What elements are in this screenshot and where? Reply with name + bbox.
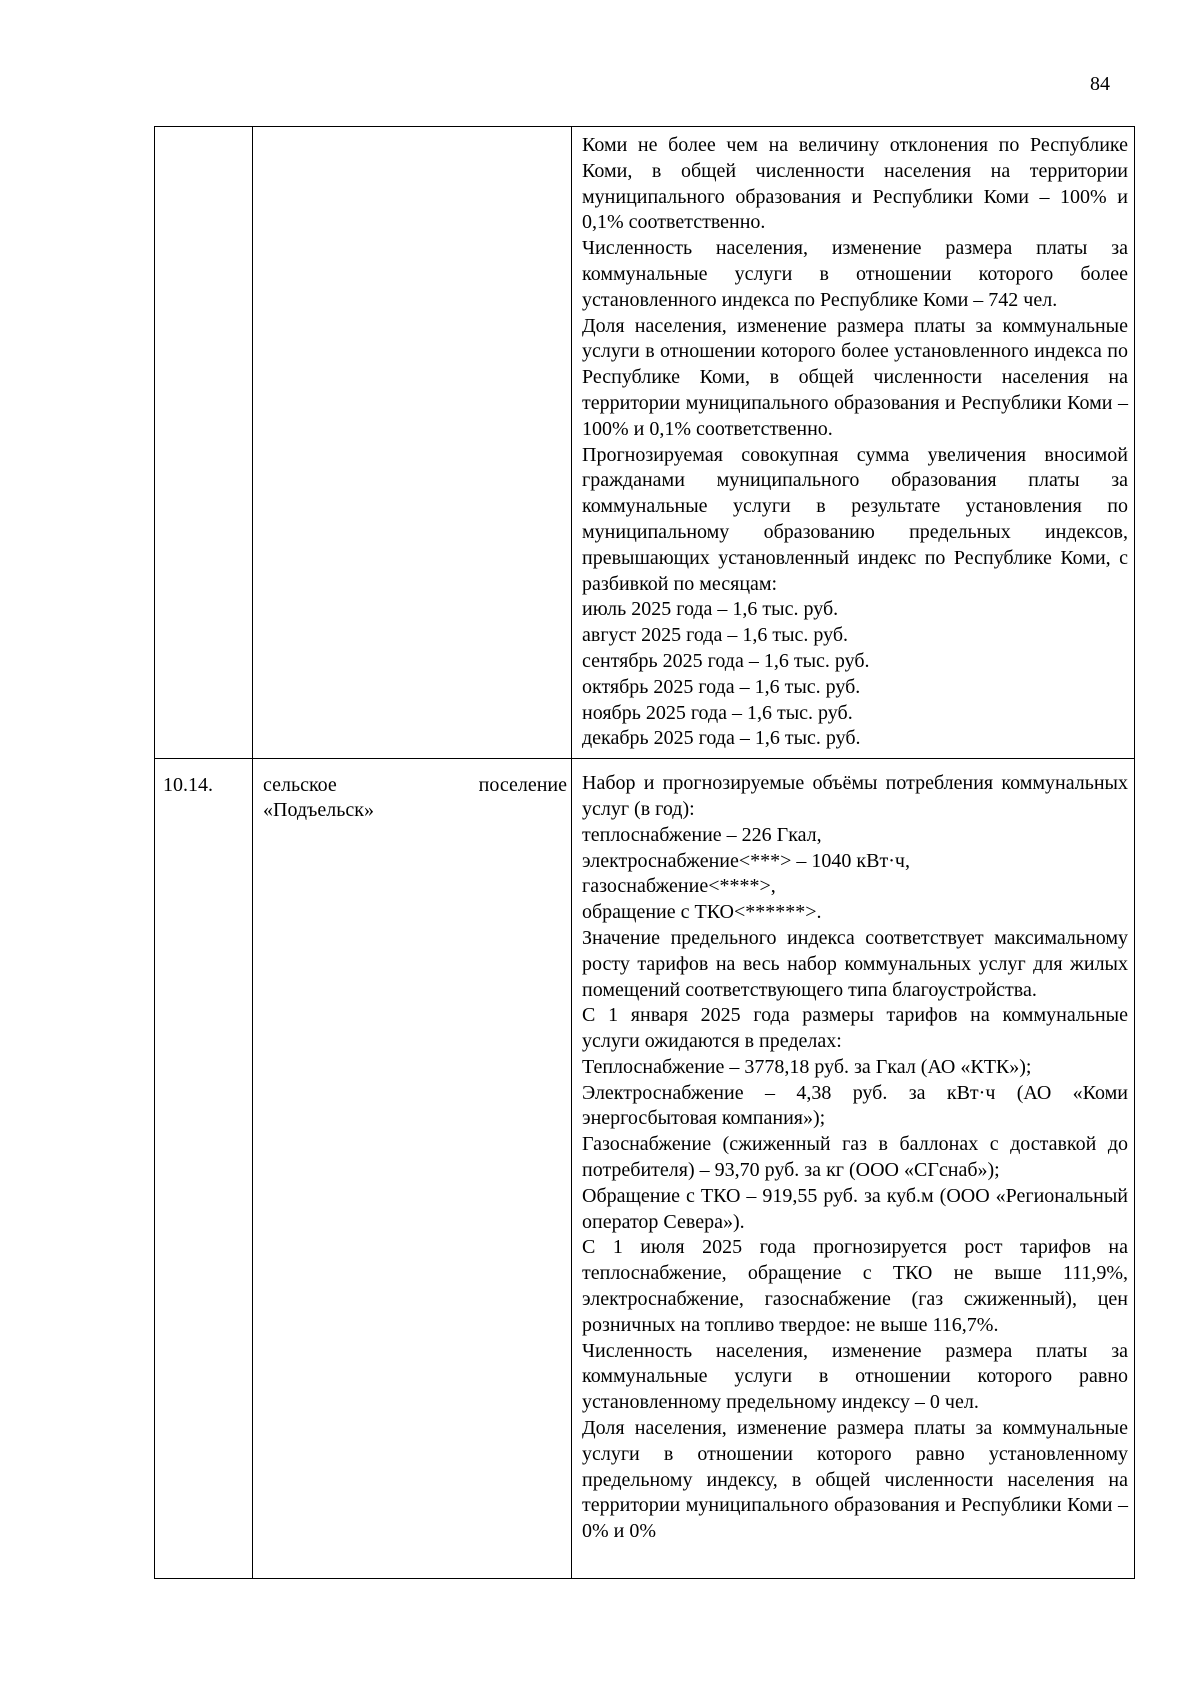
row-number-cell [155, 127, 253, 759]
page-number: 84 [1090, 73, 1110, 95]
monthly-amount: декабрь 2025 года – 1,6 тыс. руб. [582, 727, 861, 750]
tariff-table [154, 126, 1135, 1579]
description-cell [572, 759, 1135, 1579]
monthly-amount: октябрь 2025 года – 1,6 тыс. руб. [582, 675, 861, 698]
paragraph: С 1 января 2025 года размеры тарифов на коммунальные услуги ожидаются в пределах: [582, 1004, 1128, 1053]
paragraph: Теплоснабжение – 3778,18 руб. за Гкал (АО «КТК»); [582, 1055, 1032, 1078]
monthly-amount: сентябрь 2025 года – 1,6 тыс. руб. [582, 649, 870, 672]
municipality-name-part: поселение [478, 774, 567, 797]
table-row [155, 127, 1135, 759]
paragraph: Газоснабжение (сжиженный газ в баллонах с доставкой до потребителя) – 93,70 руб. за кг (ООО «СГснаб»); [582, 1133, 1128, 1182]
description-cell [572, 127, 1135, 759]
paragraph: Доля населения, изменение размера платы за коммунальные услуги в отношении которого равно установленному предельному индексу, в общей численности населения на территории муниципального образования и Республики Коми – 0% и 0% [582, 1417, 1128, 1543]
paragraph: Обращение с ТКО – 919,55 руб. за куб.м (ООО «Региональный оператор Севера»). [582, 1184, 1128, 1233]
municipality-name-cell [253, 127, 572, 759]
paragraph: С 1 июля 2025 года прогнозируется рост тарифов на теплоснабжение, обращение с ТКО не выше 111,9%, электроснабжение, газоснабжение (газ сжиженный), цен розничных на топливо твердое: не выше 116,7%. [582, 1236, 1128, 1336]
service-volume: теплоснабжение – 226 Гкал, [582, 823, 822, 846]
row-number-cell: 10.14. [155, 759, 253, 1579]
monthly-amount: ноябрь 2025 года – 1,6 тыс. руб. [582, 701, 853, 724]
monthly-amount: август 2025 года – 1,6 тыс. руб. [582, 624, 849, 647]
monthly-amount: июль 2025 года – 1,6 тыс. руб. [582, 598, 839, 621]
paragraph: Набор и прогнозируемые объёмы потребления коммунальных услуг (в год): [582, 772, 1128, 820]
paragraph: Прогнозируемая совокупная сумма увеличения вносимой гражданами муниципального образования платы за коммунальные услуги в результате установления по муниципальному образованию предельных индексов, превышающих установленный индекс по Республике Коми, с разбивкой по месяцам: [582, 443, 1128, 595]
paragraph: Доля населения, изменение размера платы за коммунальные услуги в отношении которого более установленного индекса по Республике Коми, в общей численности населения на территории муниципального образования и Республики Коми – 100% и 0,1% соответственно. [582, 314, 1128, 440]
paragraph: Электроснабжение – 4,38 руб. за кВт·ч (АО «Коми энергосбытовая компания»); [582, 1081, 1128, 1130]
service-volume: обращение с ТКО<******>. [582, 901, 822, 924]
municipality-name-part: сельское [263, 774, 337, 797]
paragraph: Численность населения, изменение размера платы за коммунальные услуги в отношении которого равно установленному предельному индексу – 0 чел. [582, 1339, 1128, 1414]
municipality-name-cell [253, 759, 572, 1579]
municipality-name-part: «Подъельск» [263, 799, 374, 822]
paragraph: Коми не более чем на величину отклонения по Республике Коми, в общей численности населения на территории муниципального образования и Республики Коми – 100% и 0,1% соответственно. [582, 134, 1128, 234]
paragraph: Значение предельного индекса соответствует максимальному росту тарифов на весь набор коммунальных услуг для жилых помещений соответствующего типа благоустройства. [582, 926, 1128, 1001]
service-volume: газоснабжение<****>, [582, 875, 776, 898]
table-row [155, 759, 1135, 1579]
service-volume: электроснабжение<***> – 1040 кВт·ч, [582, 849, 910, 872]
paragraph: Численность населения, изменение размера платы за коммунальные услуги в отношении которого более установленного индекса по Республике Коми – 742 чел. [582, 237, 1128, 311]
